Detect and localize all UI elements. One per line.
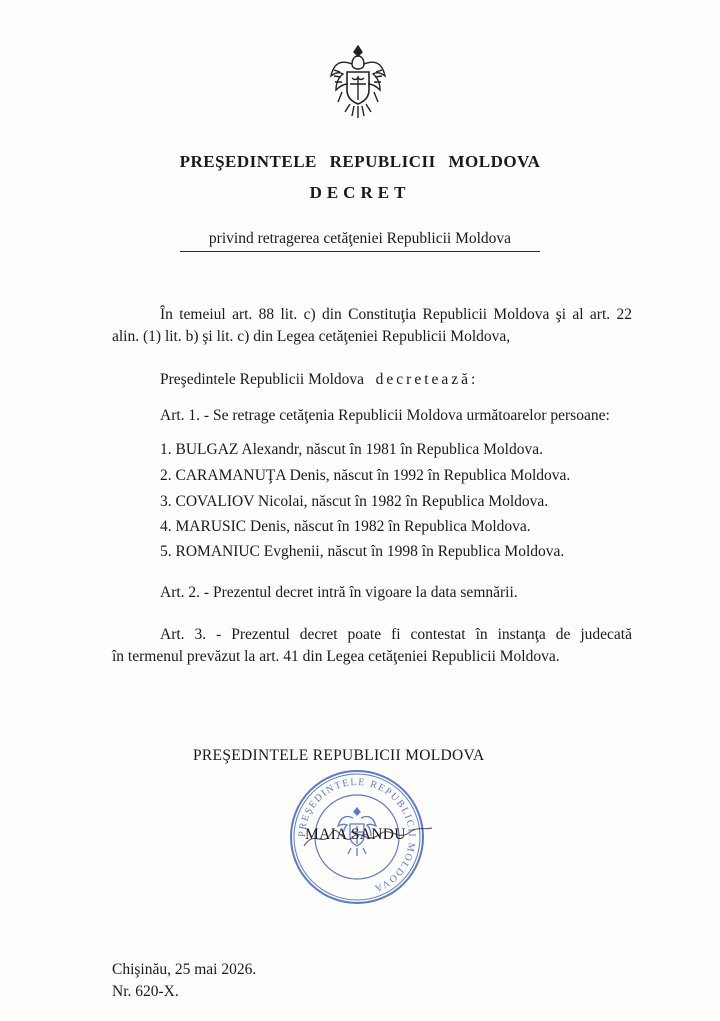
- handwritten-signature-icon: [298, 820, 438, 854]
- coat-of-arms-icon: [328, 42, 388, 122]
- decree-intro-verb: decretează:: [375, 371, 479, 388]
- list-item: 3. COVALIOV Nicolai, născut în 1982 în Republica Moldova.: [160, 493, 549, 510]
- list-item: 2. CARAMANUŢA Denis, născut în 1992 în Republica Moldova.: [160, 467, 571, 484]
- document-type-heading: DECRET: [309, 183, 411, 202]
- signatory-name: MAIA SANDU: [305, 826, 406, 843]
- preamble-line-1: În temeiul art. 88 lit. c) din Constituţia Republicii Moldova şi al art. 22: [160, 306, 632, 323]
- preamble-line-2: alin. (1) lit. b) şi lit. c) din Legea cetăţeniei Republicii Moldova,: [112, 328, 511, 345]
- article-2: Art. 2. - Prezentul decret intră în vigoare la data semnării.: [160, 584, 518, 601]
- article-1: Art. 1. - Se retrage cetăţenia Republicii Moldova următoarelor persoane:: [160, 407, 610, 424]
- decree-intro-lead: Preşedintele Republicii Moldova: [160, 371, 365, 388]
- list-item: 4. MARUSIC Denis, născut în 1982 în Republica Moldova.: [160, 518, 531, 535]
- list-item: 1. BULGAZ Alexandr, născut în 1981 în Republica Moldova.: [160, 441, 543, 458]
- decree-intro: [160, 370, 478, 390]
- article-3-line-1: Art. 3. - Prezentul decret poate fi contestat în instanţa de judecată: [160, 626, 632, 643]
- decree-subject: privind retragerea cetăţeniei Republicii Moldova: [208, 230, 512, 247]
- list-item: 5. ROMANIUC Evghenii, născut în 1998 în Republica Moldova.: [160, 543, 565, 560]
- decree-number: Nr. 620-X.: [112, 983, 179, 1000]
- place-date: Chişinău, 25 mai 2026.: [112, 961, 257, 978]
- subject-underline: [180, 251, 540, 252]
- seal-ring-text: PREŞEDINTELE REPUBLICII MOLDOVA: [296, 776, 418, 895]
- institution-heading: PREŞEDINTELE REPUBLICII MOLDOVA: [179, 152, 541, 171]
- article-3-line-2: în termenul prevăzut la art. 41 din Legea cetăţeniei Republicii Moldova.: [112, 648, 560, 665]
- signatory-title: PREŞEDINTELE REPUBLICII MOLDOVA: [193, 747, 485, 764]
